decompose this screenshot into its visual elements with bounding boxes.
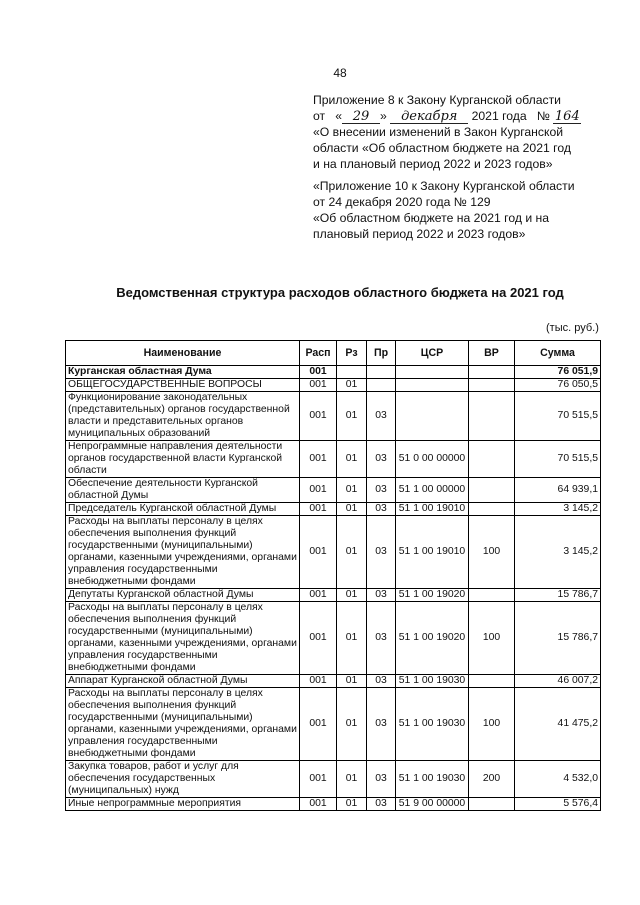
cell-rasp: 001 — [300, 602, 337, 675]
cell-pr: 03 — [367, 602, 396, 675]
table-row — [66, 761, 601, 798]
cell-rasp: 001 — [300, 478, 337, 503]
cell-vr: 100 — [469, 516, 515, 589]
cell-name: Обеспечение деятельности Курганской областной Думы — [66, 478, 300, 503]
cell-rz: 01 — [337, 675, 367, 688]
appendix-8-line4: области «Об областном бюджете на 2021 год — [313, 141, 571, 155]
cell-vr: 200 — [469, 761, 515, 798]
cell-rz: 01 — [337, 688, 367, 761]
cell-rasp: 001 — [300, 589, 337, 602]
cell-rz: 01 — [337, 478, 367, 503]
budget-table — [65, 340, 601, 811]
document-title: Ведомственная структура расходов областного бюджета на 2021 год — [116, 285, 564, 300]
header-pr: Пр — [367, 341, 396, 366]
cell-pr — [367, 379, 396, 392]
handwritten-number: 164 — [554, 109, 580, 124]
cell-pr: 03 — [367, 478, 396, 503]
cell-vr — [469, 379, 515, 392]
cell-rasp: 001 — [300, 761, 337, 798]
cell-sum: 3 145,2 — [515, 503, 601, 516]
table-row — [66, 478, 601, 503]
table-row — [66, 366, 601, 379]
cell-csr: 51 9 00 00000 — [396, 798, 469, 811]
header-rasp: Расп — [300, 341, 337, 366]
cell-pr: 03 — [367, 441, 396, 478]
cell-name: Аппарат Курганской областной Думы — [66, 675, 300, 688]
cell-rz: 01 — [337, 441, 367, 478]
cell-vr — [469, 392, 515, 441]
cell-pr — [367, 366, 396, 379]
cell-sum: 46 007,2 — [515, 675, 601, 688]
cell-name: ОБЩЕГОСУДАРСТВЕННЫЕ ВОПРОСЫ — [66, 379, 300, 392]
appendix-10-line4: плановый период 2022 и 2023 годов» — [313, 227, 526, 241]
units-label: (тыс. руб.) — [546, 322, 599, 334]
cell-name: Депутаты Курганской областной Думы — [66, 589, 300, 602]
cell-pr: 03 — [367, 688, 396, 761]
appendix-8-line3: «О внесении изменений в Закон Курганской — [313, 125, 564, 139]
cell-vr — [469, 798, 515, 811]
cell-csr: 51 1 00 00000 — [396, 478, 469, 503]
cell-name: Закупка товаров, работ и услуг для обеспечения государственных (муниципальных) нужд — [66, 761, 300, 798]
cell-sum: 41 475,2 — [515, 688, 601, 761]
appendix-10-line2: от 24 декабря 2020 года № 129 — [313, 195, 491, 209]
header-name: Наименование — [66, 341, 300, 366]
cell-csr: 51 1 00 19010 — [396, 503, 469, 516]
cell-vr — [469, 366, 515, 379]
cell-name: Председатель Курганской областной Думы — [66, 503, 300, 516]
cell-sum: 70 515,5 — [515, 441, 601, 478]
appendix-8-date-line: от « 29 » декабря 2021 года № 164 — [313, 109, 580, 124]
cell-rz: 01 — [337, 798, 367, 811]
cell-sum: 15 786,7 — [515, 589, 601, 602]
table-row — [66, 798, 601, 811]
cell-pr: 03 — [367, 516, 396, 589]
cell-rz: 01 — [337, 602, 367, 675]
cell-pr: 03 — [367, 392, 396, 441]
cell-csr: 51 0 00 00000 — [396, 441, 469, 478]
cell-csr: 51 1 00 19010 — [396, 516, 469, 589]
handwritten-month: декабря — [390, 110, 468, 124]
appendix-10-header — [313, 178, 575, 242]
header-csr: ЦСР — [396, 341, 469, 366]
cell-name: Иные непрограммные мероприятия — [66, 798, 300, 811]
cell-pr: 03 — [367, 503, 396, 516]
cell-vr: 100 — [469, 688, 515, 761]
cell-csr — [396, 392, 469, 441]
cell-vr: 100 — [469, 602, 515, 675]
cell-rasp: 001 — [300, 675, 337, 688]
cell-sum: 3 145,2 — [515, 516, 601, 589]
cell-vr — [469, 675, 515, 688]
table-row — [66, 503, 601, 516]
cell-rz: 01 — [337, 503, 367, 516]
appendix-8-line5: и на плановый период 2022 и 2023 годов» — [313, 157, 553, 171]
cell-sum: 4 532,0 — [515, 761, 601, 798]
header-vr: ВР — [469, 341, 515, 366]
cell-rz: 01 — [337, 589, 367, 602]
cell-csr: 51 1 00 19030 — [396, 761, 469, 798]
cell-rasp: 001 — [300, 379, 337, 392]
table-row — [66, 688, 601, 761]
cell-pr: 03 — [367, 589, 396, 602]
cell-sum: 70 515,5 — [515, 392, 601, 441]
table-row — [66, 589, 601, 602]
table-row — [66, 602, 601, 675]
cell-csr: 51 1 00 19030 — [396, 688, 469, 761]
cell-csr: 51 1 00 19020 — [396, 589, 469, 602]
cell-sum: 64 939,1 — [515, 478, 601, 503]
cell-vr — [469, 478, 515, 503]
cell-vr — [469, 589, 515, 602]
cell-name: Расходы на выплаты персоналу в целях обеспечения выполнения функций государственными (муниципальными) органами, казенными учреждениями, органами управления государственными внебюджетными фондами — [66, 516, 300, 589]
cell-pr: 03 — [367, 675, 396, 688]
cell-sum: 76 051,9 — [515, 366, 601, 379]
table-body — [66, 366, 601, 811]
cell-rasp: 001 — [300, 516, 337, 589]
cell-name: Курганская областная Дума — [66, 366, 300, 379]
table-row — [66, 441, 601, 478]
cell-csr — [396, 366, 469, 379]
appendix-8-header — [313, 92, 581, 172]
header-rz: Рз — [337, 341, 367, 366]
cell-rz: 01 — [337, 392, 367, 441]
cell-rasp: 001 — [300, 392, 337, 441]
cell-name: Расходы на выплаты персоналу в целях обеспечения выполнения функций государственными (муниципальными) органами, казенными учреждениями, органами управления государственными внебюджетными фондами — [66, 688, 300, 761]
cell-pr: 03 — [367, 761, 396, 798]
cell-rasp: 001 — [300, 441, 337, 478]
table-row — [66, 516, 601, 589]
cell-rasp: 001 — [300, 798, 337, 811]
appendix-10-line1: «Приложение 10 к Закону Курганской области — [313, 179, 575, 193]
table-header-row — [66, 341, 601, 366]
cell-name: Функционирование законодательных (представительных) органов государственной власти и представительных органов муниципальных образований — [66, 392, 300, 441]
cell-vr — [469, 503, 515, 516]
table-row — [66, 392, 601, 441]
cell-sum: 15 786,7 — [515, 602, 601, 675]
cell-sum: 76 050,5 — [515, 379, 601, 392]
cell-rasp: 001 — [300, 688, 337, 761]
cell-csr: 51 1 00 19020 — [396, 602, 469, 675]
cell-rz — [337, 366, 367, 379]
cell-rz: 01 — [337, 379, 367, 392]
page-number: 48 — [333, 66, 347, 80]
cell-pr: 03 — [367, 798, 396, 811]
cell-csr — [396, 379, 469, 392]
header-sum: Сумма — [515, 341, 601, 366]
cell-name: Расходы на выплаты персоналу в целях обеспечения выполнения функций государственными (муниципальными) органами, казенными учреждениями, органами управления государственными внебюджетными фондами — [66, 602, 300, 675]
handwritten-day: 29 — [342, 110, 380, 124]
appendix-10-line3: «Об областном бюджете на 2021 год и на — [313, 211, 550, 225]
cell-rz: 01 — [337, 516, 367, 589]
table-row — [66, 675, 601, 688]
cell-rasp: 001 — [300, 366, 337, 379]
cell-rasp: 001 — [300, 503, 337, 516]
cell-rz: 01 — [337, 761, 367, 798]
cell-name: Непрограммные направления деятельности органов государственной власти Курганской области — [66, 441, 300, 478]
cell-sum: 5 576,4 — [515, 798, 601, 811]
appendix-8-line1: Приложение 8 к Закону Курганской области — [313, 93, 561, 107]
cell-csr: 51 1 00 19030 — [396, 675, 469, 688]
cell-vr — [469, 441, 515, 478]
table-row — [66, 379, 601, 392]
